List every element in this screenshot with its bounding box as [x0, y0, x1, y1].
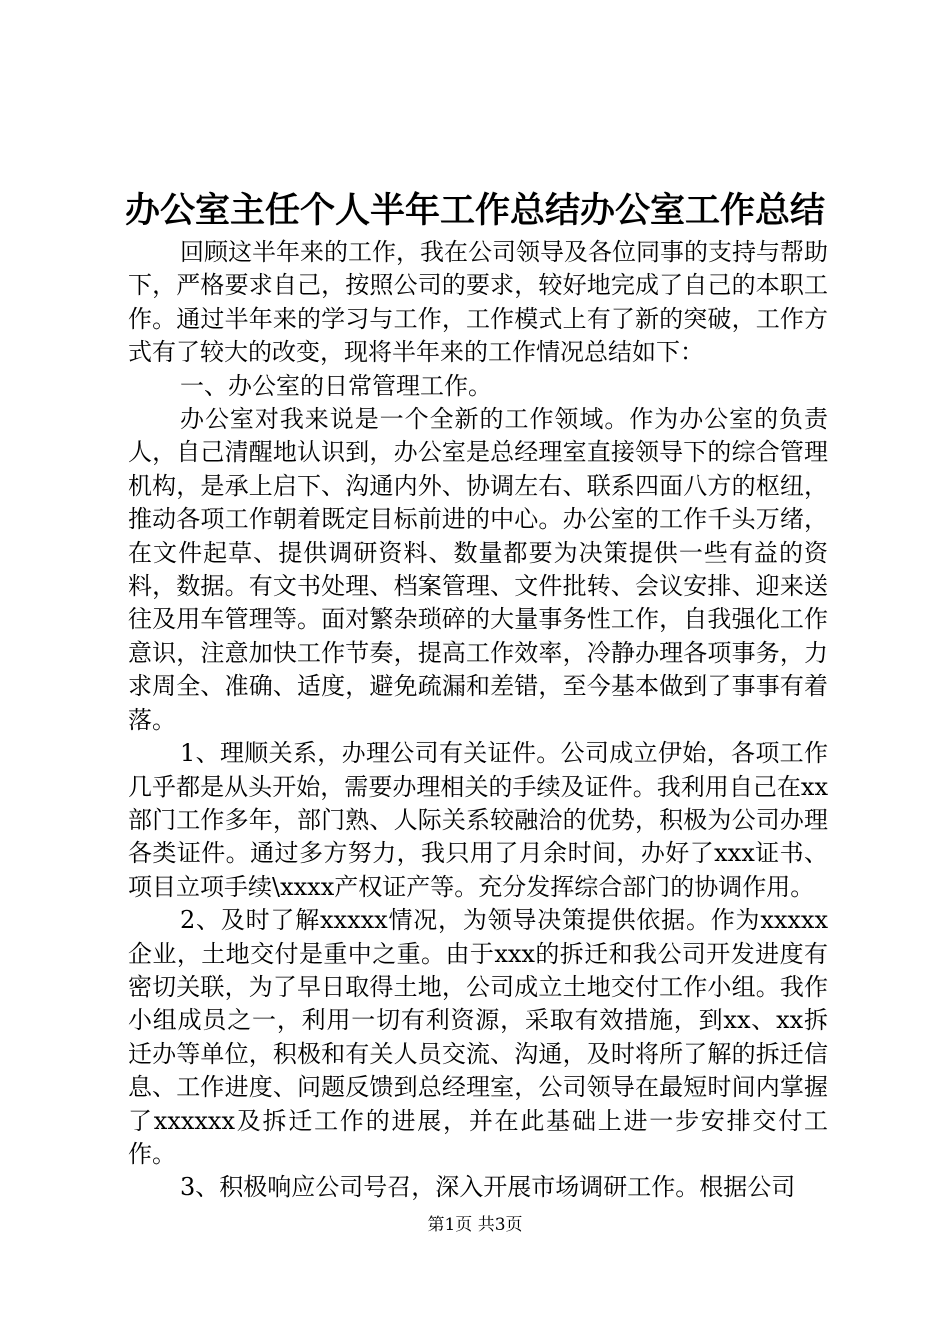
paragraph-intro: 回顾这半年来的工作，我在公司领导及各位同事的支持与帮助下，严格要求自己，按照公司的要求，较好地完成了自己的本职工作。通过半年来的学习与工作，工作模式上有了新的突破，工作方式有了较大的改变，现将半年来的工作情况总结如下：	[128, 238, 828, 367]
paragraph-item-1: 1、理顺关系，办理公司有关证件。公司成立伊始，各项工作几乎都是从头开始，需要办理相关的手续及证件。我利用自己在xx部门工作多年，部门熟、人际关系较融洽的优势，积极为公司办理各类证件。通过多方努力，我只用了月余时间，办好了xxx证书、项目立项手续\xxxx产权证产等。充分发挥综合部门的协调作用。	[128, 739, 828, 901]
section-heading-1: 一、办公室的日常管理工作。	[180, 371, 492, 400]
paragraph-item-3: 3、积极响应公司号召，深入开展市场调研工作。根据公司	[180, 1173, 796, 1202]
document-body	[128, 236, 828, 1205]
paragraph-item-2: 2、及时了解xxxxx情况，为领导决策提供依据。作为xxxxx企业，土地交付是重中之重。由于xxx的拆迁和我公司开发进度有密切关联，为了早日取得土地，公司成立土地交付工作小组。我作小组成员之一，利用一切有利资源，采取有效措施，到xx、xx拆迁办等单位，积极和有关人员交流、沟通，及时将所了解的拆迁信息、工作进度、问题反馈到总经理室，公司领导在最短时间内掌握了xxxxxx及拆迁工作的进展，并在此基础上进一步安排交付工作。	[128, 906, 828, 1168]
paragraph-office-role: 办公室对我来说是一个全新的工作领域。作为办公室的负责人，自己清醒地认识到，办公室是总经理室直接领导下的综合管理机构，是承上启下、沟通内外、协调左右、联系四面八方的枢纽，推动各项工作朝着既定目标前进的中心。办公室的工作千头万绪，在文件起草、提供调研资料、数量都要为决策提供一些有益的资料，数据。有文书处理、档案管理、文件批转、会议安排、迎来送往及用车管理等。面对繁杂琐碎的大量事务性工作，自我强化工作意识，注意加快工作节奏，提高工作效率，冷静办理各项事务，力求周全、准确、适度，避免疏漏和差错，至今基本做到了事事有着落。	[128, 405, 828, 734]
document-title: 办公室主任个人半年工作总结办公室工作总结	[124, 190, 825, 231]
page-footer: 第1页 共3页	[427, 1215, 523, 1235]
